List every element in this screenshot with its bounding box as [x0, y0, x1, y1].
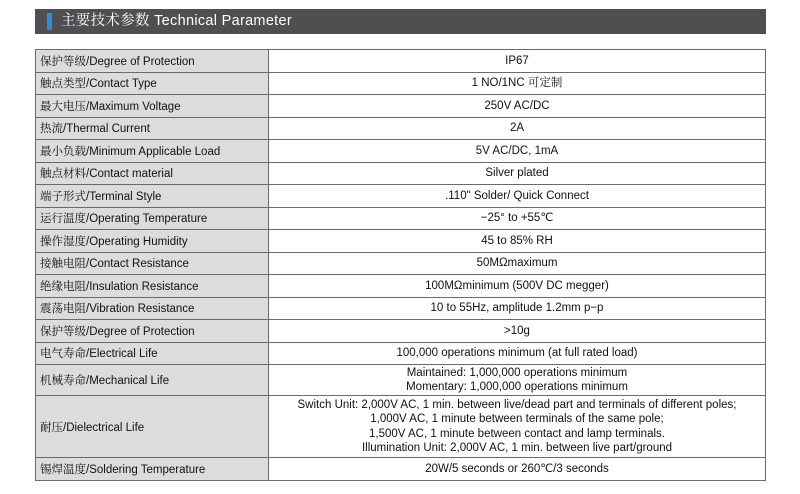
parameter-value: [269, 50, 766, 73]
parameter-value: [269, 185, 766, 208]
table-row: [36, 365, 766, 396]
table-row: [36, 342, 766, 365]
parameter-value: [269, 117, 766, 140]
parameter-value-line: 20W/5 seconds or 260℃/3 seconds: [425, 462, 609, 475]
parameter-value-line: 100,000 operations minimum (at full rated load): [396, 347, 638, 359]
table-row: [36, 252, 766, 275]
parameter-value: [269, 365, 766, 396]
table-row: [36, 140, 766, 163]
parameter-label: 运行温度/Operating Temperature: [36, 207, 269, 230]
section-header: [35, 9, 766, 34]
table-row: [36, 162, 766, 185]
parameter-label: 操作湿度/Operating Humidity: [36, 230, 269, 253]
parameter-value-line: 45 to 85% RH: [481, 234, 553, 247]
table-row: [36, 320, 766, 343]
parameter-label: 保护等级/Degree of Protection: [36, 50, 269, 73]
table-row: [36, 185, 766, 208]
spec-table-body: [36, 50, 766, 481]
parameter-value: [269, 140, 766, 163]
parameter-value: [269, 297, 766, 320]
parameter-label: 机械寿命/Mechanical Life: [36, 365, 269, 396]
table-row: [36, 396, 766, 458]
parameter-value: [269, 252, 766, 275]
parameter-value-line: 5V AC/DC, 1mA: [475, 144, 559, 157]
parameter-value-line: >10g: [504, 324, 530, 337]
parameter-value: [269, 207, 766, 230]
parameter-value-line: 2A: [509, 122, 525, 134]
parameter-value-line: Switch Unit: 2,000V AC, 1 min. between live/dead part and terminals of different poles;: [297, 398, 737, 411]
parameter-label: 电气寿命/Electrical Life: [36, 342, 269, 365]
table-row: [36, 207, 766, 230]
parameter-value-line: 10 to 55Hz, amplitude 1.2mm p−p: [430, 302, 604, 314]
parameter-value: [269, 458, 766, 481]
parameter-label: 触点材料/Contact material: [36, 162, 269, 185]
parameter-value: [269, 396, 766, 458]
parameter-label: 最大电压/Maximum Voltage: [36, 95, 269, 118]
parameter-value-line: 1,000V AC, 1 minute between terminals of the same pole;: [370, 413, 664, 425]
parameter-label: 触点类型/Contact Type: [36, 72, 269, 95]
parameter-label: 保护等级/Degree of Protection: [36, 320, 269, 343]
parameter-value-line: .110" Solder/ Quick Connect: [445, 189, 589, 202]
header-accent-bar: [47, 13, 52, 30]
spec-table: [35, 49, 766, 481]
table-row: [36, 297, 766, 320]
parameter-value-line: 250V AC/DC: [484, 99, 550, 112]
parameter-label: 接触电阻/Contact Resistance: [36, 252, 269, 275]
parameter-label: 绝缘电阻/Insulation Resistance: [36, 275, 269, 298]
parameter-value: [269, 342, 766, 365]
parameter-value: [269, 275, 766, 298]
parameter-value-line: Momentary: 1,000,000 operations minimum: [406, 381, 628, 393]
table-row: [36, 50, 766, 73]
parameter-value-line: 50MΩmaximum: [476, 257, 558, 269]
parameter-value-line: IP67: [505, 54, 529, 67]
table-row: [36, 117, 766, 140]
parameter-label: 耐压/Dielectrical Life: [36, 396, 269, 458]
parameter-value: [269, 320, 766, 343]
parameter-label: 热流/Thermal Current: [36, 117, 269, 140]
parameter-value-line: −25° to +55℃: [480, 212, 554, 224]
table-row: [36, 72, 766, 95]
parameter-value: [269, 95, 766, 118]
parameter-value-line: Illumination Unit: 2,000V AC, 1 min. between live part/ground: [361, 442, 673, 454]
parameter-value: [269, 72, 766, 95]
table-row: [36, 95, 766, 118]
parameter-value-line: 1,500V AC, 1 minute between contact and lamp terminals.: [369, 427, 665, 440]
parameter-value-line: Silver plated: [485, 167, 549, 179]
parameter-label: 最小负载/Minimum Applicable Load: [36, 140, 269, 163]
parameter-value-line: 1 NO/1NC 可定制: [471, 77, 563, 89]
parameter-value: [269, 162, 766, 185]
parameter-label: 端子形式/Terminal Style: [36, 185, 269, 208]
parameter-label: 震荡电阻/Vibration Resistance: [36, 297, 269, 320]
parameter-label: 锡焊温度/Soldering Temperature: [36, 458, 269, 481]
parameter-value-line: Maintained: 1,000,000 operations minimum: [406, 366, 628, 379]
table-row: [36, 230, 766, 253]
table-row: [36, 275, 766, 298]
parameter-value: [269, 230, 766, 253]
parameter-value-line: 100MΩminimum (500V DC megger): [425, 279, 609, 292]
table-row: [36, 458, 766, 481]
section-title: 主要技术参数 Technical Parameter: [61, 13, 292, 29]
